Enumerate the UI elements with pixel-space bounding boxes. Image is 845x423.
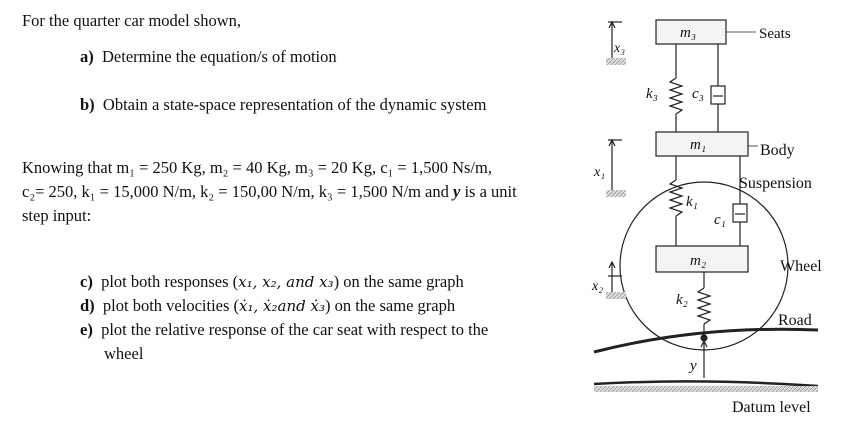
given-line-2a: c₂= 250, k₁ = 15,000 N/m, k₂ = 150,00 N/m, k₃ = 1,500 N/m and	[22, 182, 454, 201]
label-road: Road	[778, 312, 812, 329]
label-k1: k₁	[686, 194, 698, 210]
part-a	[80, 46, 337, 68]
quarter-car-diagram	[580, 0, 842, 423]
part-c-math: x₁, x₂, and x₃	[238, 273, 334, 291]
label-k3: k₃	[646, 86, 658, 102]
x2-ground	[606, 292, 626, 299]
label-body: Body	[760, 142, 795, 159]
part-c-letter: c)	[80, 272, 93, 291]
part-d	[80, 295, 455, 317]
label-c1: c₁	[714, 212, 726, 228]
datum-line	[594, 381, 818, 386]
x3-ground	[606, 58, 626, 65]
x1-ground	[606, 190, 626, 197]
given-line-1: Knowing that m₁ = 250 Kg, m₂ = 40 Kg, m₃ = 20 Kg, c₁ = 1,500 Ns/m,	[22, 158, 492, 177]
part-d-math: ẋ₁, ẋ₂and ẋ₃	[239, 297, 325, 315]
given-line-3: step input:	[22, 206, 92, 225]
label-c3: c₃	[692, 86, 704, 102]
intro-text: For the quarter car model shown,	[22, 11, 242, 30]
part-d-pre: plot both velocities (	[102, 296, 240, 315]
part-e-continued: wheel	[104, 344, 144, 363]
k3-spring	[670, 78, 682, 114]
part-b-text: Obtain a state-space representation of the dynamic system	[102, 95, 487, 114]
label-seats: Seats	[759, 26, 791, 42]
label-x3: x₃	[614, 41, 626, 56]
part-e-letter: e)	[80, 320, 93, 339]
k2-spring	[698, 288, 710, 324]
label-m1: m₁	[690, 137, 707, 153]
part-c	[80, 271, 464, 293]
part-d-letter: d)	[80, 296, 95, 315]
part-b	[80, 94, 486, 116]
c1-cylinder	[733, 204, 747, 222]
part-c-pre: plot both responses (	[101, 272, 239, 291]
part-a-letter: a)	[80, 47, 94, 66]
part-d-post: ) on the same graph	[324, 296, 456, 315]
label-k2: k₂	[676, 292, 688, 308]
part-e-pre: plot the relative response of the car seat with respect to the	[101, 320, 489, 339]
given-line-2b: is a unit	[460, 182, 517, 201]
label-m2: m₂	[690, 253, 707, 269]
label-x1: x₁	[594, 165, 606, 180]
given-line-2	[22, 181, 517, 203]
given-y: y	[453, 182, 461, 201]
label-suspension: Suspension	[739, 175, 812, 192]
label-datum: Datum level	[732, 399, 811, 416]
label-wheel: Wheel	[780, 258, 822, 275]
label-m3: m₃	[680, 25, 697, 41]
label-x2: x₂	[592, 279, 604, 294]
part-e	[80, 319, 488, 341]
c3-cylinder	[711, 86, 725, 104]
datum-hatch	[594, 386, 818, 392]
label-y: y	[690, 358, 697, 374]
part-c-post: ) on the same graph	[333, 272, 464, 291]
part-a-text: Determine the equation/s of motion	[102, 47, 337, 66]
part-b-letter: b)	[80, 95, 95, 114]
